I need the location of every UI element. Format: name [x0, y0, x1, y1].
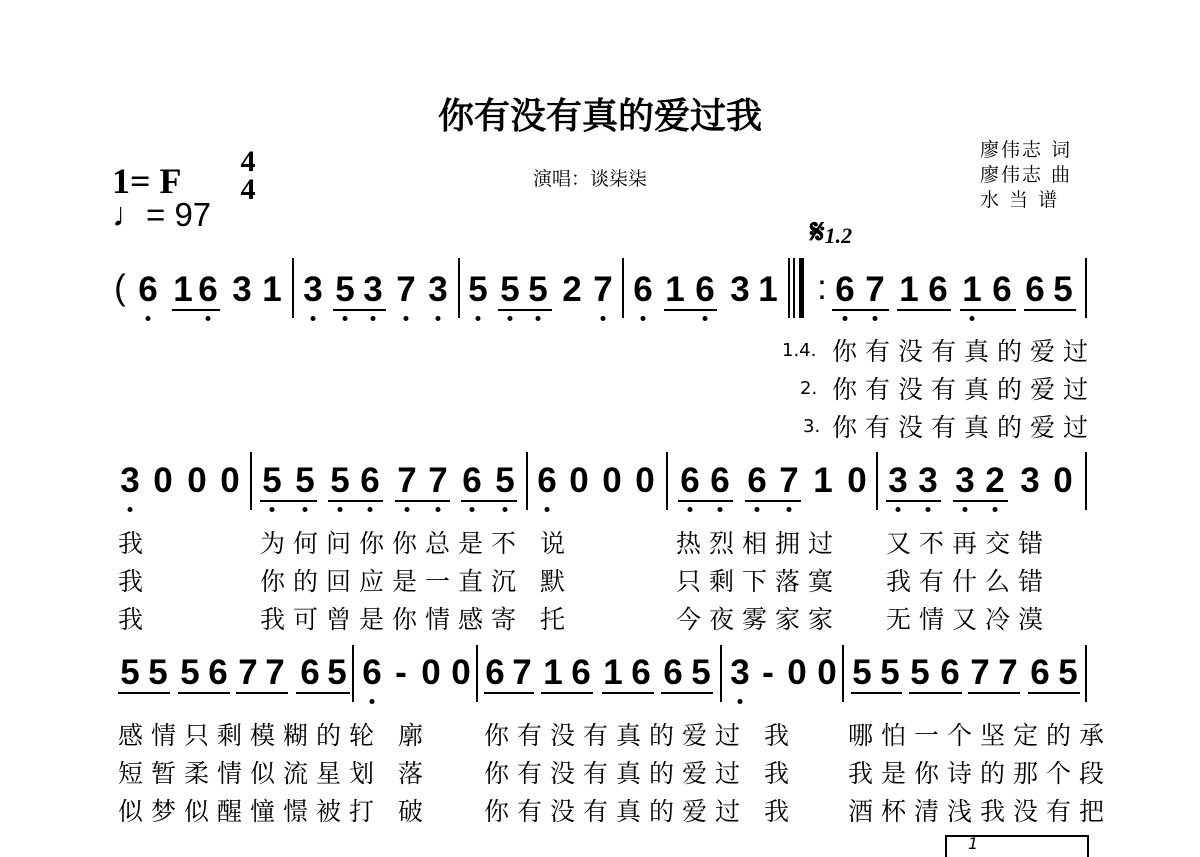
quarter-note-icon: ♩: [112, 196, 146, 234]
note: 6: [940, 653, 960, 692]
note: 6: [537, 461, 557, 500]
note: 0: [635, 461, 655, 500]
note: 0: [569, 461, 589, 500]
octave-dot-below: [545, 507, 550, 512]
note: 3: [918, 461, 938, 500]
note: 7: [238, 653, 258, 692]
tempo-value: = 97: [146, 196, 212, 233]
octave-dot-below: [206, 316, 211, 321]
octave-dot-below: [536, 316, 541, 321]
composer-credit: 廖伟志 曲: [980, 164, 1073, 186]
bar-line: [1085, 645, 1087, 702]
verse-number: 3.: [803, 416, 821, 437]
eighth-underline: [498, 309, 552, 311]
note: 6: [747, 461, 767, 500]
bar-line: [1085, 258, 1087, 318]
eighth-underline: [909, 692, 962, 694]
note: 5: [148, 653, 168, 692]
notation-symbol: (: [114, 268, 126, 307]
octave-dot-below: [738, 699, 743, 704]
octave-dot-below: [963, 507, 968, 512]
lyric-segment: 感情只剩模糊的轮 廓: [118, 721, 431, 750]
eighth-underline: [178, 692, 230, 694]
bar-line: [476, 645, 478, 702]
lyric-segment: 你有没有真的爱过 我: [484, 759, 797, 788]
octave-dot-below: [303, 507, 308, 512]
note: 5: [468, 270, 488, 309]
time-signature-bottom: 4: [240, 173, 256, 206]
eighth-underline: [897, 309, 951, 311]
note: 0: [187, 461, 207, 500]
octave-dot-below: [755, 507, 760, 512]
note: 6: [631, 653, 651, 692]
octave-dot-below: [926, 507, 931, 512]
lyric-segment: 你有没有真的爱过 我: [484, 797, 797, 826]
singer-credit: 演唱：谈柒柒: [533, 168, 648, 190]
page-number-box: [945, 835, 1089, 857]
verse-lyric: 你有没有真的爱过: [832, 413, 1097, 442]
note: 5: [880, 653, 900, 692]
eighth-underline: [602, 692, 654, 694]
note: 6: [208, 653, 228, 692]
eighth-underline: [968, 692, 1020, 694]
note: 5: [1053, 270, 1073, 309]
bar-line: [458, 258, 460, 318]
note: 5: [262, 461, 282, 500]
note: 6: [680, 461, 700, 500]
note: 7: [970, 653, 990, 692]
note: 3: [730, 653, 750, 692]
octave-dot-below: [343, 316, 348, 321]
note: 6: [362, 653, 382, 692]
page-number: 1: [968, 834, 979, 853]
verse-lyric: 你有没有真的爱过: [832, 337, 1097, 366]
octave-dot-below: [508, 316, 513, 321]
note: 7: [397, 461, 417, 500]
eighth-underline: [395, 500, 450, 502]
eighth-underline: [118, 692, 170, 694]
lyric-segment: 今夜雾家家: [676, 605, 842, 634]
note: 7: [998, 653, 1018, 692]
octave-dot-below: [873, 316, 878, 321]
note: 6: [1030, 653, 1050, 692]
note: 7: [265, 653, 285, 692]
eighth-underline: [832, 309, 889, 311]
eighth-underline: [172, 309, 220, 311]
note: 6: [992, 270, 1012, 309]
note: 0: [847, 461, 867, 500]
lyric-segment: 无情又冷漠: [886, 605, 1052, 634]
note: -: [395, 653, 407, 692]
note: 6: [695, 270, 715, 309]
note: 7: [512, 653, 532, 692]
lyric-segment: 酒杯清浅我没有把: [848, 797, 1113, 826]
time-signature-top: 4: [240, 145, 256, 178]
bar-line: [250, 452, 252, 510]
eighth-underline: [1024, 309, 1076, 311]
octave-dot-below: [843, 316, 848, 321]
lyric-segment: 你的回应是一直沉 默: [260, 567, 573, 596]
octave-dot-below: [896, 507, 901, 512]
notation-symbol: :: [817, 268, 827, 307]
lyric-segment: 我可曾是你情感寄 托: [260, 605, 573, 634]
note: 6: [360, 461, 380, 500]
eighth-underline: [461, 500, 517, 502]
eighth-underline: [260, 500, 317, 502]
note: 1: [262, 270, 282, 309]
note: 7: [396, 270, 416, 309]
note: 0: [817, 653, 837, 692]
note: 0: [421, 653, 441, 692]
note: 6: [300, 653, 320, 692]
note: 7: [428, 461, 448, 500]
note: 3: [955, 461, 975, 500]
note: 0: [787, 653, 807, 692]
note: 0: [451, 653, 471, 692]
bar-line: [292, 258, 294, 318]
octave-dot-below: [405, 507, 410, 512]
eighth-underline: [236, 692, 288, 694]
note: 6: [663, 653, 683, 692]
note: 5: [528, 270, 548, 309]
page-title: 你有没有真的爱过我: [437, 96, 762, 137]
note: 6: [928, 270, 948, 309]
bar-line: [876, 452, 878, 510]
note: 7: [779, 461, 799, 500]
note: 1: [813, 461, 833, 500]
eighth-underline: [745, 500, 801, 502]
octave-dot-below: [371, 316, 376, 321]
octave-dot-below: [718, 507, 723, 512]
note: 5: [295, 461, 315, 500]
note: 5: [495, 461, 515, 500]
eighth-underline: [886, 500, 941, 502]
note: 6: [485, 653, 505, 692]
octave-dot-below: [993, 507, 998, 512]
octave-dot-below: [128, 507, 133, 512]
bar-line: [1085, 452, 1087, 510]
note: 6: [633, 270, 653, 309]
eighth-underline: [1028, 692, 1080, 694]
note: 6: [835, 270, 855, 309]
lyric-segment: 为何问你你总是不 说: [260, 529, 573, 558]
octave-dot-below: [146, 316, 151, 321]
note: 0: [1053, 461, 1073, 500]
octave-dot-below: [688, 507, 693, 512]
note: 2: [562, 270, 582, 309]
key-signature: 1= F: [112, 161, 182, 201]
transcriber-credit: 水 当 谱: [980, 189, 1060, 211]
eighth-underline: [678, 500, 733, 502]
note: 1: [603, 653, 623, 692]
segno-icon: 𝄋: [810, 212, 825, 252]
note: 1: [962, 270, 982, 309]
lyricist-credit: 廖伟志 词: [980, 139, 1073, 161]
octave-dot-below: [476, 316, 481, 321]
lyric-segment: 我有什么错: [886, 567, 1052, 596]
octave-dot-below: [311, 316, 316, 321]
octave-dot-below: [368, 507, 373, 512]
lyric-segment: 我: [118, 529, 152, 558]
note: 3: [232, 270, 252, 309]
note: 3: [730, 270, 750, 309]
eighth-underline: [851, 692, 902, 694]
octave-dot-below: [338, 507, 343, 512]
note: 5: [335, 270, 355, 309]
note: 5: [330, 461, 350, 500]
segno-text: 1.2: [824, 223, 853, 248]
eighth-underline: [541, 692, 593, 694]
verse-number: 1.4.: [782, 340, 817, 361]
bar-line: [666, 452, 668, 510]
lyric-segment: 我: [118, 605, 152, 634]
note: 3: [120, 461, 140, 500]
lyric-segment: 你有没有真的爱过 我: [484, 721, 797, 750]
lyric-segment: 又不再交错: [886, 529, 1052, 558]
note: 6: [710, 461, 730, 500]
note: 7: [593, 270, 613, 309]
lyric-segment: 热烈相拥过: [676, 529, 842, 558]
note: 3: [428, 270, 448, 309]
note: 5: [691, 653, 711, 692]
lyric-segment: 我是你诗的那个段: [848, 759, 1113, 788]
note: -: [762, 653, 774, 692]
octave-dot-below: [970, 316, 975, 321]
octave-dot-below: [370, 699, 375, 704]
octave-dot-below: [270, 507, 275, 512]
note: 5: [500, 270, 520, 309]
eighth-underline: [333, 309, 386, 311]
note: 5: [120, 653, 140, 692]
bar-line: [788, 258, 790, 318]
note: 1: [173, 270, 193, 309]
bar-line: [842, 645, 844, 702]
repeat-bar-heavy: [799, 258, 804, 318]
note: 1: [758, 270, 778, 309]
note: 3: [888, 461, 908, 500]
note: 6: [571, 653, 591, 692]
note: 3: [1020, 461, 1040, 500]
eighth-underline: [664, 309, 717, 311]
note: 6: [1025, 270, 1045, 309]
lyric-segment: 哪怕一个坚定的承: [848, 721, 1113, 750]
note: 3: [363, 270, 383, 309]
note: 5: [327, 653, 347, 692]
note: 6: [138, 270, 158, 309]
octave-dot-below: [601, 316, 606, 321]
note: 6: [198, 270, 218, 309]
note: 3: [303, 270, 323, 309]
octave-dot-below: [470, 507, 475, 512]
note: 5: [1058, 653, 1078, 692]
bar-line: [352, 645, 354, 702]
verse-lyric: 你有没有真的爱过: [832, 375, 1097, 404]
note: 1: [665, 270, 685, 309]
octave-dot-below: [436, 316, 441, 321]
bar-line: [720, 645, 722, 702]
octave-dot-below: [641, 316, 646, 321]
bar-line: [526, 452, 528, 510]
note: 0: [220, 461, 240, 500]
note: 0: [602, 461, 622, 500]
eighth-underline: [296, 692, 350, 694]
lyric-segment: 只剩下落寞: [676, 567, 842, 596]
note: 1: [543, 653, 563, 692]
note: 5: [180, 653, 200, 692]
note: 5: [910, 653, 930, 692]
octave-dot-below: [787, 507, 792, 512]
note: 6: [462, 461, 482, 500]
bar-line: [793, 258, 795, 318]
note: 2: [985, 461, 1005, 500]
lyric-segment: 短暂柔情似流星划 落: [118, 759, 431, 788]
verse-number: 2.: [800, 378, 818, 399]
octave-dot-below: [503, 507, 508, 512]
eighth-underline: [484, 692, 534, 694]
octave-dot-below: [436, 507, 441, 512]
eighth-underline: [960, 309, 1016, 311]
lyric-segment: 我: [118, 567, 152, 596]
bar-line: [622, 258, 624, 318]
lyric-segment: 似梦似醒憧憬被打 破: [118, 797, 431, 826]
octave-dot-below: [404, 316, 409, 321]
eighth-underline: [328, 500, 383, 502]
octave-dot-below: [703, 316, 708, 321]
note: 7: [865, 270, 885, 309]
eighth-underline: [953, 500, 1008, 502]
note: 5: [852, 653, 872, 692]
eighth-underline: [661, 692, 713, 694]
note: 0: [153, 461, 173, 500]
note: 1: [899, 270, 919, 309]
